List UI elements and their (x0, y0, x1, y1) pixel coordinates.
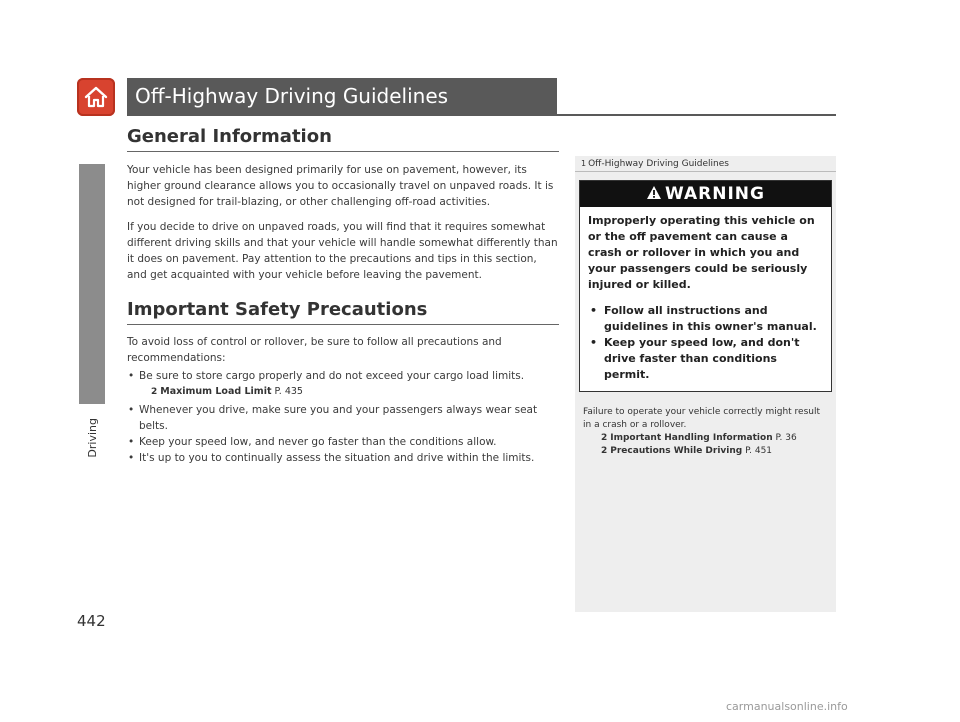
xref-title: Maximum Load Limit (160, 386, 272, 397)
safety-intro: To avoid loss of control or rollover, be sure to follow all precautions and recommendations: (127, 336, 502, 364)
warning-list (588, 303, 823, 383)
main-content (127, 126, 559, 466)
list-item: • Keep your speed low, and never go faster than the conditions allow. (127, 434, 559, 450)
list-item: • It's up to you to continually assess the situation and drive within the limits. (127, 450, 559, 466)
sidebar-heading-text: Off-Highway Driving Guidelines (588, 159, 729, 169)
warning-box (579, 180, 832, 392)
list-item: • Whenever you drive, make sure you and your passengers always wear seat belts. (127, 402, 559, 434)
list-item: • Follow all instructions and guidelines in this owner's manual. (588, 303, 823, 335)
page-number: 442 (77, 612, 106, 630)
watermark: carmanualsonline.info (726, 700, 848, 713)
xref-arrow-icon: 2 (601, 446, 608, 456)
home-icon (83, 85, 109, 109)
xref-title: Precautions While Driving (610, 446, 743, 456)
xref-arrow-icon: 2 (151, 387, 158, 397)
warning-text: Improperly operating this vehicle on or the off pavement can cause a crash or rollover in which you and your passengers could be seriously injured or killed. (588, 214, 815, 291)
xref-precautions-while-driving[interactable] (575, 445, 836, 458)
xref-maximum-load-limit[interactable] (127, 384, 559, 400)
section-heading-general: General Information (127, 126, 559, 152)
home-button[interactable] (77, 78, 115, 116)
xref-important-handling[interactable] (575, 432, 836, 445)
chapter-tab[interactable] (79, 164, 105, 404)
page-title: Off-Highway Driving Guidelines (127, 78, 557, 115)
sidebar-notes (575, 156, 836, 612)
general-paragraph-1: Your vehicle has been designed primarily for use on pavement, however, its higher ground clearance allows you to occasionally travel on unpaved roads. It is not designed for trail-blazing, or other challenging off-road activities. (127, 164, 554, 208)
section-heading-safety: Important Safety Precautions (127, 299, 559, 325)
sidebar-heading (575, 156, 836, 172)
xref-title: Important Handling Information (610, 433, 773, 443)
safety-list (127, 368, 559, 384)
sidebar-note-text: Failure to operate your vehicle correctly might result in a crash or a rollover. (583, 407, 821, 430)
xref-page: P. 435 (274, 386, 303, 397)
xref-arrow-icon: 2 (601, 433, 608, 443)
list-item: • Be sure to store cargo properly and do not exceed your cargo load limits. (127, 368, 559, 384)
list-item: • Keep your speed low, and don't drive faster than conditions permit. (588, 335, 823, 383)
sidebar-note-number: 1 (581, 159, 587, 168)
chapter-tab-label: Driving (86, 418, 99, 458)
title-divider (127, 114, 836, 116)
safety-list-continued (127, 402, 559, 466)
xref-page: P. 36 (775, 433, 797, 443)
warning-icon (646, 185, 662, 200)
warning-header (580, 181, 831, 207)
warning-title: WARNING (665, 184, 765, 204)
general-paragraph-2: If you decide to drive on unpaved roads, you will find that it requires somewhat different driving skills and that your vehicle will handle somewhat differently than it does on pavement. Pay attention to the precautions and tips in this section, and get acquainted with your vehicle before leaving the pavement. (127, 221, 558, 281)
warning-body (580, 207, 831, 391)
xref-page: P. 451 (745, 446, 773, 456)
